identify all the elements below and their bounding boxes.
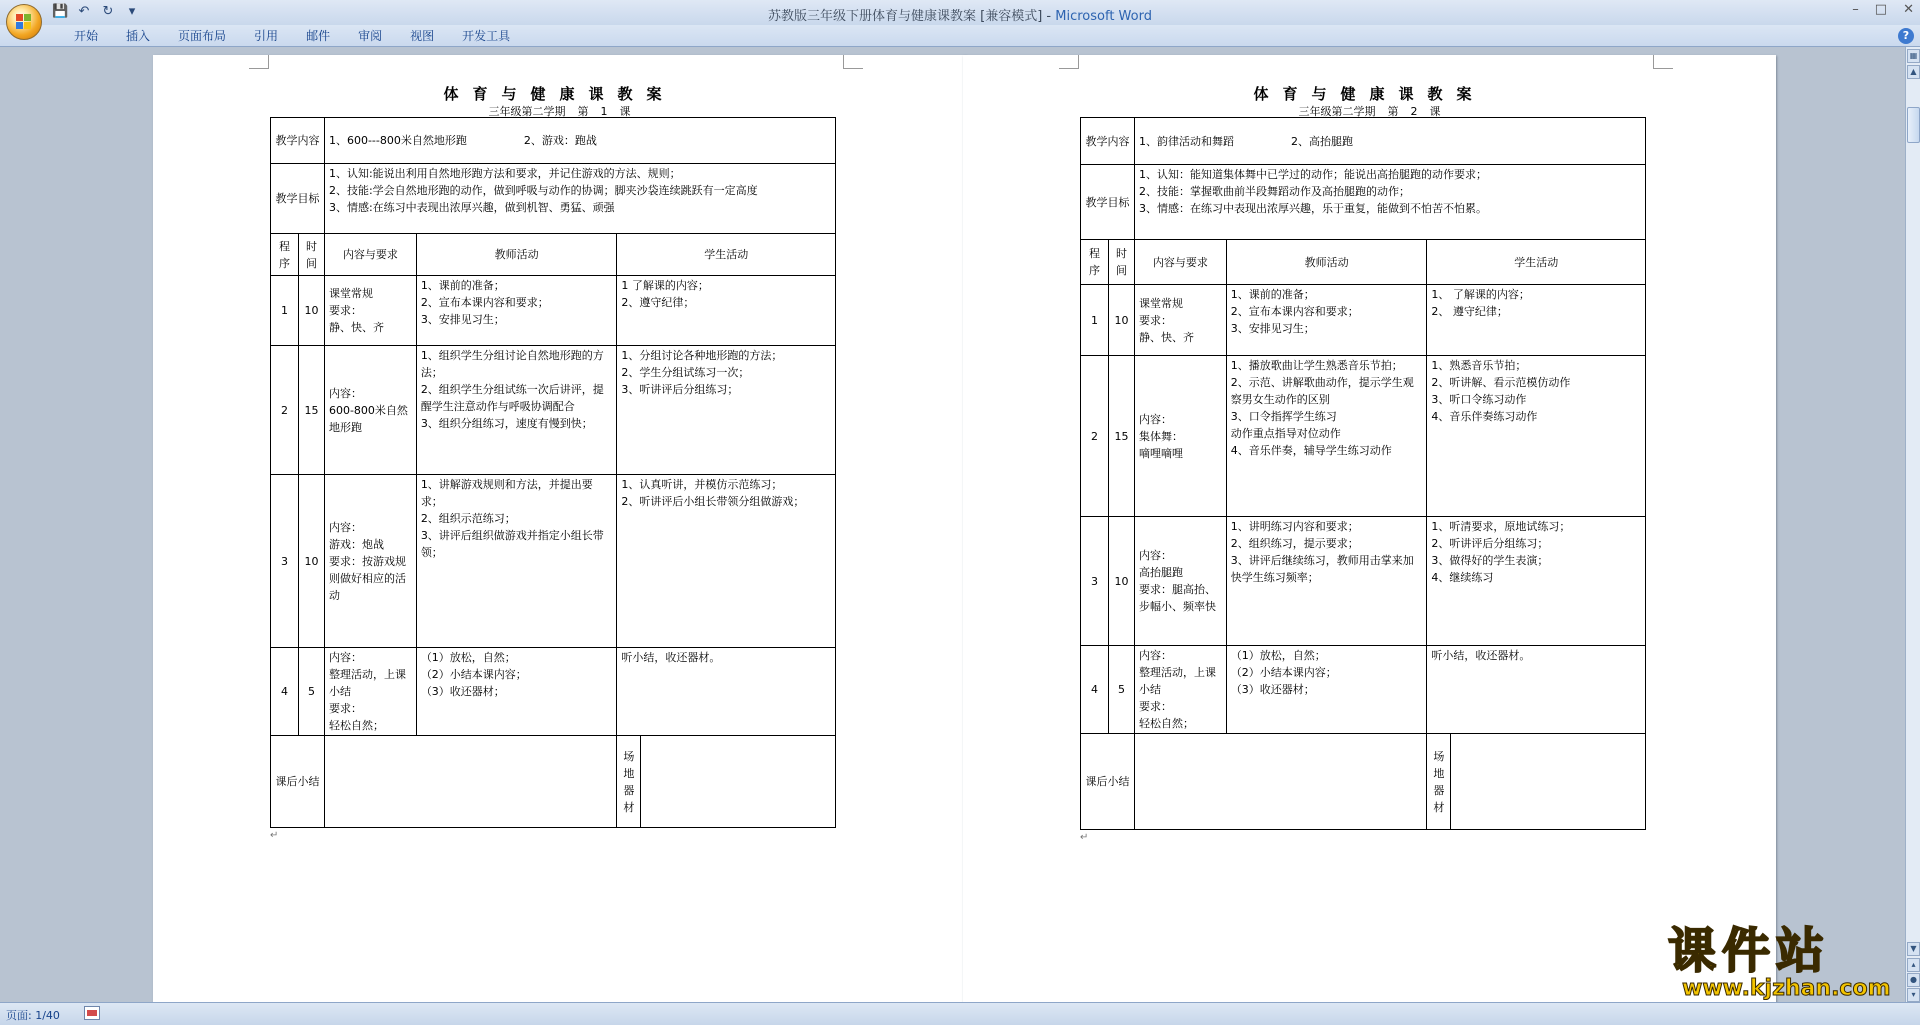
paragraph-mark: ↵ (270, 830, 279, 841)
crop-mark (843, 55, 863, 69)
title-bar (0, 0, 1920, 25)
tab-developer[interactable]: 开发工具 (462, 29, 511, 43)
header-time: 时间 (298, 234, 324, 276)
content-requirements-cell[interactable] (324, 276, 416, 346)
tab-insert[interactable]: 插入 (126, 29, 151, 43)
tab-references[interactable]: 引用 (254, 29, 279, 43)
close-icon[interactable]: ✕ (1903, 2, 1914, 17)
window-controls (1852, 2, 1914, 17)
venue-cell[interactable] (641, 736, 836, 828)
next-page-icon[interactable]: ▾ (1907, 988, 1920, 1002)
student-activity-cell[interactable] (1427, 646, 1646, 734)
content-requirements-cell[interactable] (1134, 646, 1226, 734)
time-cell[interactable]: 5 (1108, 646, 1134, 734)
goal-item: 3、情感:在练习中表现出浓厚兴趣，做到机智、勇猛、顽强 (328, 201, 615, 214)
tab-view[interactable]: 视图 (410, 29, 435, 43)
content-line: 内容： (1138, 412, 1172, 426)
teacher-line: 4、音乐伴奏，辅导学生练习动作 (1230, 444, 1392, 457)
student-line: 2、 遵守纪律； (1431, 305, 1508, 318)
step-number-cell[interactable]: 3 (1081, 517, 1109, 646)
header-content: 内容与要求 (1134, 240, 1226, 285)
table-header-row (271, 234, 836, 276)
scroll-down-icon[interactable]: ▼ (1907, 942, 1920, 956)
teacher-activity-cell[interactable] (1226, 646, 1427, 734)
content-line: 嘀哩嘀哩 (1138, 446, 1183, 460)
lesson-plan-title: 体育与健康课教案 (443, 85, 676, 103)
summary-cell[interactable] (324, 736, 616, 828)
teacher-line: 3、安排见习生； (420, 313, 505, 326)
teacher-line: 2、宣布本课内容和要求； (420, 296, 549, 309)
step-number-cell[interactable]: 2 (271, 346, 299, 475)
tab-page-layout[interactable]: 页面布局 (178, 29, 227, 43)
header-step: 程序 (1081, 240, 1109, 285)
crop-mark (249, 55, 269, 69)
summary-cell[interactable] (1134, 734, 1426, 830)
lesson-plan-table (1080, 117, 1646, 830)
content-line: 内容： (1138, 649, 1172, 662)
content-line: 600-800米自然地形跑 (328, 403, 408, 434)
teaching-content-label: 教学内容 (1081, 118, 1135, 165)
teacher-line: （1）放松，自然； (420, 651, 516, 664)
lesson-prefix: 第 (577, 105, 589, 118)
step-row (271, 475, 836, 648)
header-time: 时间 (1108, 240, 1134, 285)
time-cell[interactable]: 15 (298, 346, 324, 475)
teacher-line: 1、课前的准备； (1230, 288, 1315, 301)
teacher-line: （3）收还器材； (1230, 683, 1315, 696)
save-icon[interactable]: 💾 (52, 4, 69, 19)
content-line: 课堂常规 (328, 287, 373, 300)
teacher-line: 2、示范、讲解歌曲动作，提示学生观察男女生动作的区别 (1230, 376, 1414, 406)
step-number-cell[interactable]: 3 (271, 475, 299, 648)
content-line: 整理活动，上课小结 (328, 668, 406, 698)
lesson-number: 1 (600, 105, 608, 118)
teacher-activity-cell[interactable] (416, 276, 617, 346)
student-line: 1、认真听讲，并模仿示范练习； (621, 478, 783, 491)
goal-item: 3、情感：在练习中表现出浓厚兴趣，乐于重复，能做到不怕苦不怕累。 (1138, 202, 1487, 215)
teacher-activity-cell[interactable] (1226, 356, 1427, 517)
teaching-content-label: 教学内容 (271, 118, 325, 164)
table-header-row (1081, 240, 1646, 285)
student-line: 听小结，收还器材。 (621, 651, 721, 664)
time-cell[interactable]: 10 (298, 475, 324, 648)
previous-page-icon[interactable]: ▴ (1907, 958, 1920, 972)
content-requirements-cell[interactable] (1134, 285, 1226, 356)
help-icon[interactable]: ? (1898, 28, 1914, 44)
content-line: 内容： (328, 651, 362, 664)
teacher-line: （2）小结本课内容； (420, 668, 527, 681)
step-row (1081, 356, 1646, 517)
student-line: 3、听讲评后分组练习； (621, 383, 739, 396)
scroll-thumb[interactable] (1907, 107, 1920, 143)
teacher-line: 3、口令指挥学生练习 (1230, 410, 1337, 423)
page-indicator[interactable]: 页面: 1/40 (6, 1009, 60, 1022)
header-student: 学生活动 (617, 234, 836, 276)
student-activity-cell[interactable] (617, 475, 836, 648)
teacher-line: 3、讲评后继续练习，教师用击掌来加快学生练习频率； (1230, 554, 1414, 584)
content-line: 集体舞： (1138, 429, 1183, 443)
goal-item: 2、技能：掌握歌曲前半段舞蹈动作及高抬腿跑的动作； (1138, 185, 1410, 198)
content-line: 课堂常规 (1138, 296, 1183, 310)
teacher-activity-cell[interactable] (1226, 285, 1427, 356)
teacher-line: 3、讲评后组织做游戏并指定小组长带领； (420, 529, 604, 559)
teaching-content-cell[interactable] (324, 118, 835, 164)
student-activity-cell[interactable] (617, 648, 836, 736)
crop-mark (1653, 55, 1673, 69)
teacher-line: 2、宣布本课内容和要求； (1230, 305, 1359, 318)
teacher-line: 1、课前的准备； (420, 279, 505, 292)
student-line: 3、听口令练习动作 (1431, 393, 1527, 406)
student-activity-cell[interactable] (617, 276, 836, 346)
ribbon (0, 25, 1920, 47)
teacher-line: 1、讲解游戏规则和方法，并提出要求； (420, 478, 593, 508)
teacher-line: 2、组织示范练习； (420, 512, 516, 525)
student-line: 2、遵守纪律； (621, 296, 695, 309)
student-line: 1、 了解课的内容； (1431, 288, 1530, 301)
venue-cell[interactable] (1451, 734, 1646, 830)
student-line: 1 了解课的内容； (621, 279, 709, 292)
student-line: 2、听讲评后分组练习； (1431, 537, 1549, 550)
header-content: 内容与要求 (324, 234, 416, 276)
step-row (1081, 517, 1646, 646)
crop-mark (1059, 55, 1079, 69)
document-area (0, 47, 1905, 1002)
content-line: 游戏：炮战 (328, 537, 384, 551)
student-activity-cell[interactable] (1427, 517, 1646, 646)
document-title: 苏教版三年级下册体育与健康课教案 [兼容模式] - (768, 9, 1056, 24)
step-number-cell[interactable]: 1 (1081, 285, 1109, 356)
time-cell[interactable]: 5 (298, 648, 324, 736)
student-line: 1、听清要求，原地试练习； (1431, 520, 1571, 533)
step-row (271, 276, 836, 346)
customize-qat-icon[interactable]: ▾ (128, 4, 136, 19)
teacher-activity-cell[interactable] (1226, 517, 1427, 646)
ruler-toggle-icon[interactable]: ▦ (1907, 49, 1920, 63)
header-teacher: 教师活动 (1226, 240, 1427, 285)
site-watermark (1668, 925, 1908, 1003)
student-line: 1、分组讨论各种地形跑的方法； (621, 349, 783, 362)
proofing-icon[interactable] (84, 1006, 100, 1020)
teaching-goals-label: 教学目标 (271, 164, 325, 234)
content-line: 要求： (328, 702, 362, 715)
content-line: 高抬腿跑 (1138, 566, 1183, 579)
paragraph-mark: ↵ (1080, 832, 1089, 843)
header-teacher: 教师活动 (416, 234, 617, 276)
teaching-goals-cell[interactable] (324, 164, 835, 234)
student-activity-cell[interactable] (617, 346, 836, 475)
summary-row (1081, 734, 1646, 830)
goal-item: 1、认知：能知道集体舞中已学过的动作；能说出高抬腿跑的动作要求； (1138, 168, 1487, 181)
teaching-goals-row (1081, 165, 1646, 240)
office-button[interactable] (6, 4, 42, 40)
student-line: 2、听讲评后小组长带领分组做游戏； (621, 495, 805, 508)
select-browse-object-icon[interactable]: ● (1907, 973, 1920, 987)
teacher-line: （1）放松，自然； (1230, 649, 1326, 662)
step-row (271, 346, 836, 475)
content-requirements-cell[interactable] (324, 475, 416, 648)
lesson-plan-title: 体育与健康课教案 (1253, 85, 1486, 103)
redo-icon[interactable]: ↻ (102, 4, 114, 19)
maximize-icon[interactable]: □ (1874, 2, 1888, 17)
watermark-title: 课件站 (1668, 923, 1831, 979)
page-1 (153, 55, 966, 1002)
content-line: 静、快、齐 (1138, 330, 1194, 344)
student-activity-cell[interactable] (1427, 285, 1646, 356)
content-line: 整理活动，上课小结 (1138, 666, 1216, 696)
student-line: 3、做得好的学生表演； (1431, 554, 1549, 567)
teacher-activity-cell[interactable] (416, 346, 617, 475)
step-row (1081, 285, 1646, 356)
content-line: 轻松自然； (1138, 717, 1194, 730)
student-line: 2、学生分组试练习一次； (621, 366, 750, 379)
teacher-line: （3）收还器材； (420, 685, 505, 698)
content-requirements-cell[interactable] (1134, 356, 1226, 517)
lesson-suffix: 课 (619, 105, 631, 118)
window-title (0, 5, 1920, 24)
student-line: 1、熟悉音乐节拍； (1431, 359, 1527, 372)
office-logo-icon (16, 14, 33, 31)
summary-label: 课后小结 (271, 736, 325, 828)
app-name: Microsoft Word (1055, 9, 1152, 24)
teacher-line: 3、安排见习生； (1230, 322, 1315, 335)
teaching-goals-cell[interactable] (1134, 165, 1645, 240)
step-number-cell[interactable]: 4 (1081, 646, 1109, 734)
teacher-line: 动作重点指导对位动作 (1230, 427, 1341, 440)
header-step: 程序 (271, 234, 299, 276)
time-cell[interactable]: 10 (1108, 517, 1134, 646)
content-item-2: 2、游戏：跑战 (523, 134, 597, 147)
vertical-scrollbar[interactable] (1905, 47, 1920, 1002)
teacher-line: 1、播放歌曲让学生熟悉音乐节拍； (1230, 359, 1403, 372)
content-requirements-cell[interactable] (324, 346, 416, 475)
content-requirements-cell[interactable] (1134, 517, 1226, 646)
summary-row (271, 736, 836, 828)
lesson-number: 2 (1410, 105, 1418, 118)
undo-icon[interactable]: ↶ (78, 4, 90, 19)
content-item-1: 1、600---800米自然地形跑 (328, 134, 467, 147)
step-number-cell[interactable]: 1 (271, 276, 299, 346)
ribbon-tabs (60, 28, 524, 44)
lesson-suffix: 课 (1429, 105, 1441, 118)
content-line: 要求： (1138, 700, 1172, 713)
venue-label: 场地器材 (1427, 734, 1451, 830)
time-cell[interactable]: 15 (1108, 356, 1134, 517)
content-item-2: 2、高抬腿跑 (1290, 134, 1353, 148)
content-line: 内容： (328, 520, 362, 534)
teacher-line: 1、讲明练习内容和要求； (1230, 520, 1359, 533)
lesson-plan-table (270, 117, 836, 828)
minimize-icon[interactable]: – (1852, 2, 1859, 17)
page-2 (963, 55, 1776, 1002)
teacher-activity-cell[interactable] (416, 648, 617, 736)
student-line: 2、听讲解、看示范模仿动作 (1431, 376, 1571, 389)
content-line: 要求： (328, 304, 362, 317)
teaching-content-row (1081, 118, 1646, 165)
step-number-cell[interactable]: 2 (1081, 356, 1109, 517)
tab-home[interactable]: 开始 (74, 29, 99, 43)
tab-review[interactable]: 审阅 (358, 29, 383, 43)
teacher-line: （2）小结本课内容； (1230, 666, 1337, 679)
content-line: 要求：按游戏规则做好相应的活动 (328, 554, 406, 602)
venue-label: 场地器材 (617, 736, 641, 828)
content-line: 轻松自然； (328, 719, 384, 732)
lesson-prefix: 第 (1387, 105, 1399, 118)
student-line: 听小结，收还器材。 (1431, 649, 1531, 662)
content-line: 要求： (1138, 313, 1172, 327)
teacher-line: 2、组织学生分组试练一次后讲评，提醒学生注意动作与呼吸协调配合 (420, 383, 604, 413)
time-cell[interactable]: 10 (1108, 285, 1134, 356)
watermark-url: www.kjzhan.com (1682, 976, 1891, 1001)
student-line: 4、继续练习 (1431, 571, 1494, 584)
teaching-goals-label: 教学目标 (1081, 165, 1135, 240)
content-line: 内容： (1138, 549, 1172, 562)
tab-mailings[interactable]: 邮件 (306, 29, 331, 43)
step-row (1081, 646, 1646, 734)
teaching-goals-row (271, 164, 836, 234)
header-student: 学生活动 (1427, 240, 1646, 285)
student-activity-cell[interactable] (1427, 356, 1646, 517)
teaching-content-cell[interactable] (1134, 118, 1645, 165)
teacher-line: 2、组织练习，提示要求； (1230, 537, 1359, 550)
step-row (271, 648, 836, 736)
semester-label: 三年级第二学期 (488, 105, 566, 118)
goal-item: 1、认知:能说出利用自然地形跑方法和要求，并记住游戏的方法、规则； (328, 167, 681, 180)
content-requirements-cell[interactable] (324, 648, 416, 736)
student-line: 4、音乐伴奏练习动作 (1431, 410, 1538, 423)
step-number-cell[interactable]: 4 (271, 648, 299, 736)
scroll-up-icon[interactable]: ▲ (1907, 65, 1920, 79)
goal-item: 2、技能:学会自然地形跑的动作，做到呼吸与动作的协调；脚夹沙袋连续跳跃有一定高度 (328, 184, 758, 197)
content-line: 要求：腿高抬、步幅小、频率快 (1138, 583, 1216, 613)
teacher-activity-cell[interactable] (416, 475, 617, 648)
semester-label: 三年级第二学期 (1298, 105, 1376, 118)
status-bar (0, 1002, 1920, 1025)
content-line: 内容： (328, 386, 362, 400)
content-item-1: 1、韵律活动和舞蹈 (1138, 134, 1234, 148)
time-cell[interactable]: 10 (298, 276, 324, 346)
teacher-line: 1、组织学生分组讨论自然地形跑的方法； (420, 349, 604, 379)
summary-label: 课后小结 (1081, 734, 1135, 830)
teaching-content-row (271, 118, 836, 164)
teacher-line: 3、组织分组练习，速度有慢到快； (420, 417, 593, 430)
content-line: 静、快、齐 (328, 321, 384, 334)
